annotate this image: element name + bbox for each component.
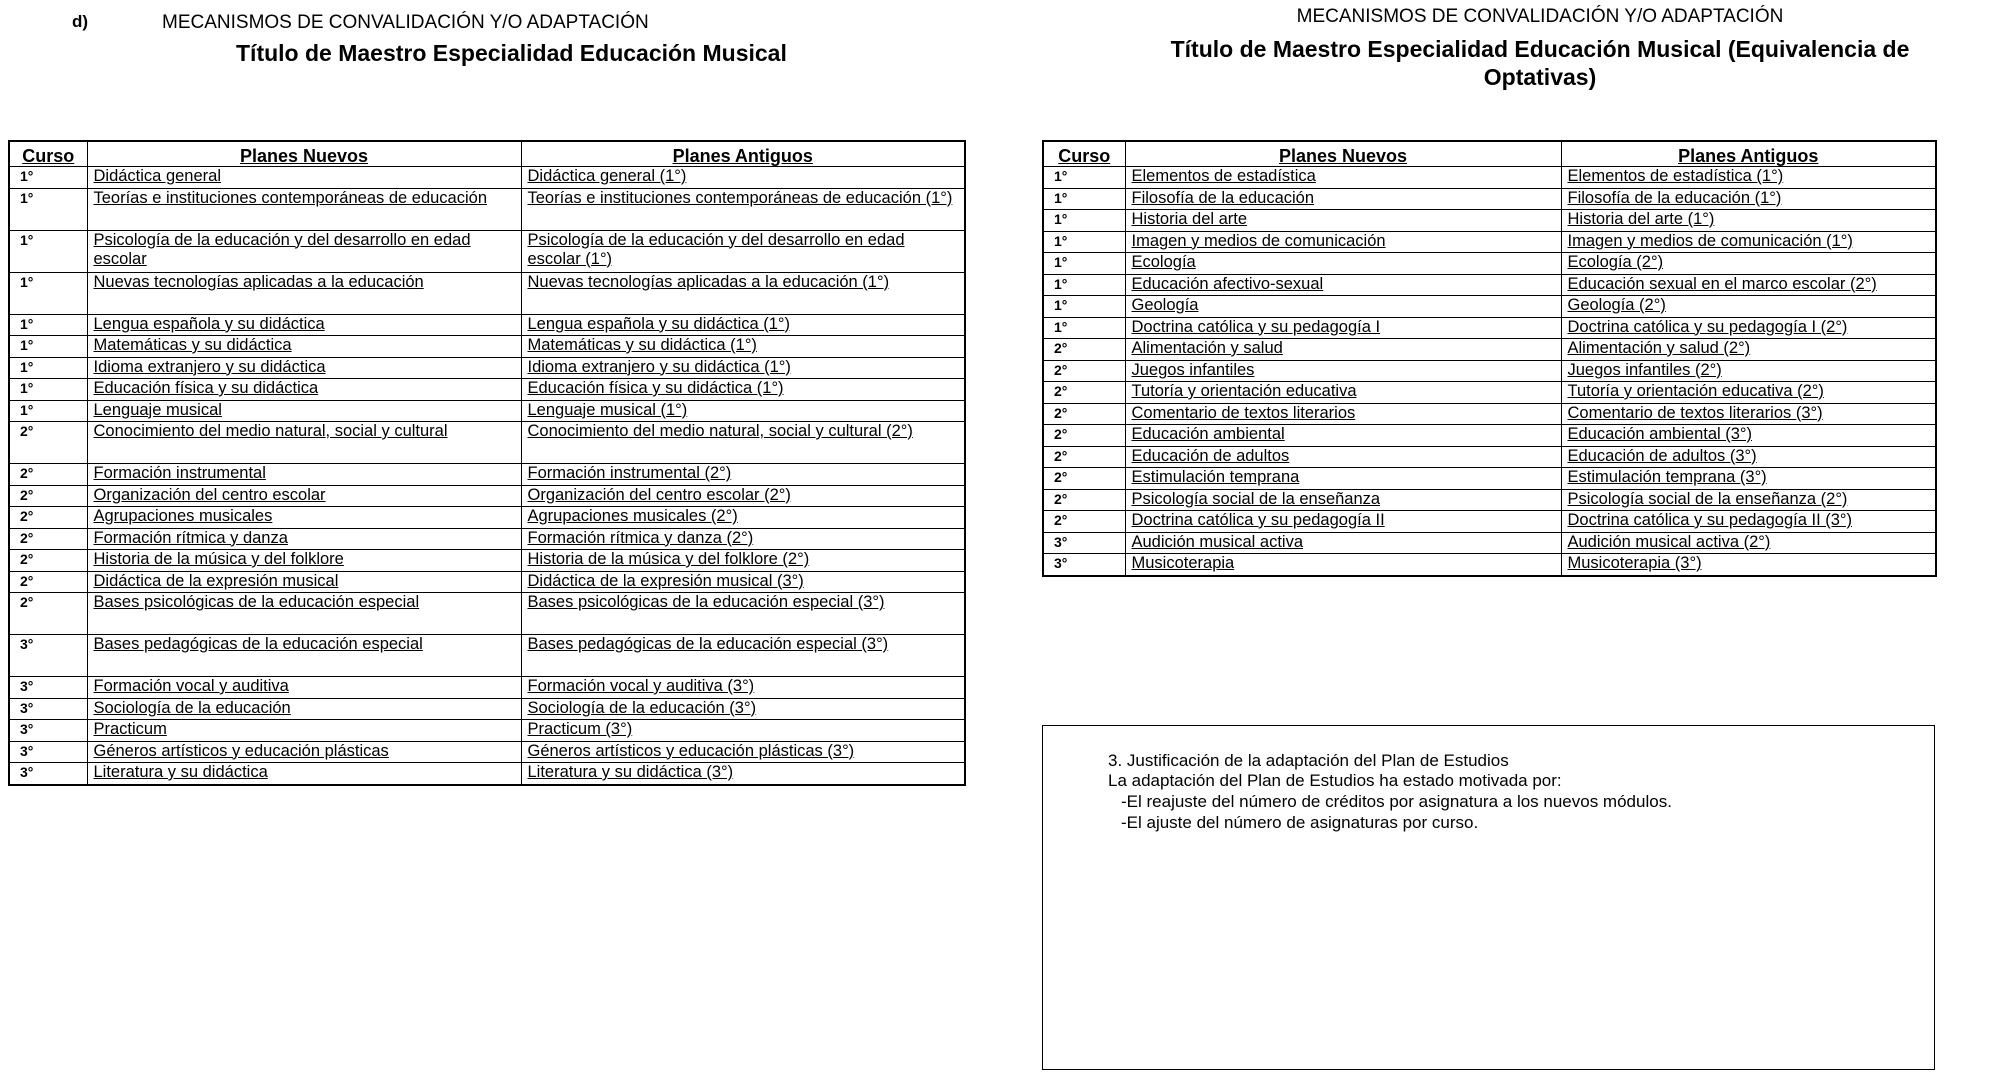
table-row xyxy=(9,528,965,550)
plan-antiguo-cell: Formación rítmica y danza (2°) xyxy=(521,528,965,550)
table-row xyxy=(9,464,965,486)
column-header-planes-nuevos: Planes Nuevos xyxy=(87,141,521,167)
curso-cell: 3° xyxy=(1043,532,1125,554)
plan-nuevo-cell: Didáctica de la expresión musical xyxy=(87,571,521,593)
table-row xyxy=(1043,339,1936,361)
justification-item: -El ajuste del número de asignaturas por curso. xyxy=(1121,813,1479,832)
left-convalidation-table xyxy=(8,140,966,786)
plan-nuevo-cell: Nuevas tecnologías aplicadas a la educación xyxy=(87,272,521,314)
plan-nuevo-cell: Historia del arte xyxy=(1125,210,1561,232)
curso-cell: 2° xyxy=(9,571,87,593)
plan-antiguo-cell: Nuevas tecnologías aplicadas a la educación (1°) xyxy=(521,272,965,314)
plan-antiguo-cell: Lengua española y su didáctica (1°) xyxy=(521,314,965,336)
curso-cell: 2° xyxy=(1043,511,1125,533)
plan-antiguo-cell: Psicología social de la enseñanza (2°) xyxy=(1561,489,1936,511)
plan-nuevo-cell: Geología xyxy=(1125,296,1561,318)
plan-nuevo-cell: Educación afectivo-sexual xyxy=(1125,274,1561,296)
plan-antiguo-cell: Educación sexual en el marco escolar (2°) xyxy=(1561,274,1936,296)
curso-cell: 3° xyxy=(9,763,87,785)
plan-antiguo-cell: Estimulación temprana (3°) xyxy=(1561,468,1936,490)
table-row xyxy=(9,422,965,464)
table-row xyxy=(1043,253,1936,275)
left-title: Título de Maestro Especialidad Educación Musical xyxy=(236,40,787,66)
plan-antiguo-cell: Géneros artísticos y educación plásticas (3°) xyxy=(521,741,965,763)
table-row xyxy=(1043,532,1936,554)
table-row xyxy=(1043,360,1936,382)
plan-nuevo-cell: Comentario de textos literarios xyxy=(1125,403,1561,425)
curso-cell: 1° xyxy=(1043,317,1125,339)
table-row xyxy=(9,593,965,635)
plan-antiguo-cell: Comentario de textos literarios (3°) xyxy=(1561,403,1936,425)
plan-nuevo-cell: Ecología xyxy=(1125,253,1561,275)
plan-antiguo-cell: Juegos infantiles (2°) xyxy=(1561,360,1936,382)
column-header-curso: Curso xyxy=(1043,141,1125,167)
curso-cell: 1° xyxy=(9,167,87,189)
plan-nuevo-cell: Teorías e instituciones contemporáneas de educación xyxy=(87,188,521,230)
curso-cell: 1° xyxy=(1043,210,1125,232)
plan-nuevo-cell: Filosofía de la educación xyxy=(1125,188,1561,210)
plan-nuevo-cell: Audición musical activa xyxy=(1125,532,1561,554)
plan-antiguo-cell: Filosofía de la educación (1°) xyxy=(1561,188,1936,210)
curso-cell: 1° xyxy=(9,272,87,314)
table-row xyxy=(1043,296,1936,318)
table-row xyxy=(1043,468,1936,490)
table-row xyxy=(9,635,965,677)
curso-cell: 1° xyxy=(1043,274,1125,296)
plan-nuevo-cell: Organización del centro escolar xyxy=(87,485,521,507)
curso-cell: 1° xyxy=(9,379,87,401)
curso-cell: 1° xyxy=(9,314,87,336)
table-row xyxy=(1043,554,1936,576)
section-letter: d) xyxy=(72,12,89,31)
curso-cell: 3° xyxy=(1043,554,1125,576)
table-row xyxy=(1043,210,1936,232)
right-mechanism-heading: MECANISMOS DE CONVALIDACIÓN Y/O ADAPTACIÓN xyxy=(1296,6,1784,27)
left-table-body xyxy=(9,167,965,785)
plan-nuevo-cell: Bases pedagógicas de la educación especial xyxy=(87,635,521,677)
column-header-curso: Curso xyxy=(9,141,87,167)
plan-antiguo-cell: Matemáticas y su didáctica (1°) xyxy=(521,336,965,358)
justification-item: -El reajuste del número de créditos por asignatura a los nuevos módulos. xyxy=(1121,792,1672,811)
plan-antiguo-cell: Psicología de la educación y del desarrollo en edad escolar (1°) xyxy=(521,230,965,272)
plan-antiguo-cell: Imagen y medios de comunicación (1°) xyxy=(1561,231,1936,253)
plan-antiguo-cell: Educación de adultos (3°) xyxy=(1561,446,1936,468)
table-row xyxy=(9,677,965,699)
plan-nuevo-cell: Matemáticas y su didáctica xyxy=(87,336,521,358)
plan-nuevo-cell: Formación vocal y auditiva xyxy=(87,677,521,699)
curso-cell: 1° xyxy=(9,400,87,422)
curso-cell: 1° xyxy=(9,230,87,272)
plan-antiguo-cell: Historia de la música y del folklore (2°) xyxy=(521,550,965,572)
curso-cell: 1° xyxy=(1043,296,1125,318)
curso-cell: 2° xyxy=(9,464,87,486)
table-row xyxy=(1043,403,1936,425)
plan-antiguo-cell: Historia del arte (1°) xyxy=(1561,210,1936,232)
plan-antiguo-cell: Didáctica general (1°) xyxy=(521,167,965,189)
plan-nuevo-cell: Bases psicológicas de la educación especial xyxy=(87,593,521,635)
curso-cell: 3° xyxy=(9,635,87,677)
table-row xyxy=(9,272,965,314)
table-row xyxy=(1043,188,1936,210)
plan-nuevo-cell: Doctrina católica y su pedagogía I xyxy=(1125,317,1561,339)
plan-antiguo-cell: Musicoterapia (3°) xyxy=(1561,554,1936,576)
plan-nuevo-cell: Alimentación y salud xyxy=(1125,339,1561,361)
table-row xyxy=(1043,425,1936,447)
plan-nuevo-cell: Estimulación temprana xyxy=(1125,468,1561,490)
plan-nuevo-cell: Juegos infantiles xyxy=(1125,360,1561,382)
plan-antiguo-cell: Tutoría y orientación educativa (2°) xyxy=(1561,382,1936,404)
curso-cell: 2° xyxy=(9,593,87,635)
column-header-planes-antiguos: Planes Antiguos xyxy=(1561,141,1936,167)
plan-antiguo-cell: Teorías e instituciones contemporáneas de educación (1°) xyxy=(521,188,965,230)
plan-antiguo-cell: Practicum (3°) xyxy=(521,720,965,742)
table-row xyxy=(9,336,965,358)
plan-nuevo-cell: Conocimiento del medio natural, social y cultural xyxy=(87,422,521,464)
plan-antiguo-cell: Lenguaje musical (1°) xyxy=(521,400,965,422)
table-row xyxy=(9,698,965,720)
plan-nuevo-cell: Psicología de la educación y del desarrollo en edad escolar xyxy=(87,230,521,272)
plan-nuevo-cell: Musicoterapia xyxy=(1125,554,1561,576)
table-row xyxy=(9,741,965,763)
plan-nuevo-cell: Sociología de la educación xyxy=(87,698,521,720)
curso-cell: 2° xyxy=(9,550,87,572)
plan-nuevo-cell: Literatura y su didáctica xyxy=(87,763,521,785)
plan-nuevo-cell: Agrupaciones musicales xyxy=(87,507,521,529)
column-header-planes-antiguos: Planes Antiguos xyxy=(521,141,965,167)
plan-nuevo-cell: Educación de adultos xyxy=(1125,446,1561,468)
plan-antiguo-cell: Elementos de estadística (1°) xyxy=(1561,167,1936,189)
plan-nuevo-cell: Didáctica general xyxy=(87,167,521,189)
curso-cell: 1° xyxy=(1043,253,1125,275)
plan-nuevo-cell: Educación física y su didáctica xyxy=(87,379,521,401)
table-row xyxy=(9,550,965,572)
curso-cell: 2° xyxy=(9,528,87,550)
plan-antiguo-cell: Alimentación y salud (2°) xyxy=(1561,339,1936,361)
plan-antiguo-cell: Formación instrumental (2°) xyxy=(521,464,965,486)
plan-nuevo-cell: Psicología social de la enseñanza xyxy=(1125,489,1561,511)
justification-heading: 3. Justificación de la adaptación del Plan de Estudios xyxy=(1108,751,1509,770)
justification-box xyxy=(1042,725,1935,1070)
plan-nuevo-cell: Tutoría y orientación educativa xyxy=(1125,382,1561,404)
plan-antiguo-cell: Didáctica de la expresión musical (3°) xyxy=(521,571,965,593)
plan-antiguo-cell: Educación ambiental (3°) xyxy=(1561,425,1936,447)
plan-nuevo-cell: Géneros artísticos y educación plásticas xyxy=(87,741,521,763)
plan-nuevo-cell: Historia de la música y del folklore xyxy=(87,550,521,572)
table-row xyxy=(9,400,965,422)
curso-cell: 3° xyxy=(9,720,87,742)
curso-cell: 2° xyxy=(9,507,87,529)
curso-cell: 2° xyxy=(1043,425,1125,447)
curso-cell: 3° xyxy=(9,741,87,763)
curso-cell: 1° xyxy=(1043,231,1125,253)
plan-antiguo-cell: Agrupaciones musicales (2°) xyxy=(521,507,965,529)
table-row xyxy=(1043,446,1936,468)
table-row xyxy=(1043,231,1936,253)
plan-antiguo-cell: Geología (2°) xyxy=(1561,296,1936,318)
table-row xyxy=(9,188,965,230)
table-row xyxy=(1043,489,1936,511)
plan-antiguo-cell: Ecología (2°) xyxy=(1561,253,1936,275)
plan-antiguo-cell: Doctrina católica y su pedagogía I (2°) xyxy=(1561,317,1936,339)
justification-intro: La adaptación del Plan de Estudios ha estado motivada por: xyxy=(1108,771,1562,790)
table-row xyxy=(9,357,965,379)
plan-nuevo-cell: Imagen y medios de comunicación xyxy=(1125,231,1561,253)
plan-antiguo-cell: Educación física y su didáctica (1°) xyxy=(521,379,965,401)
left-mechanism-heading: MECANISMOS DE CONVALIDACIÓN Y/O ADAPTACIÓN xyxy=(162,12,649,33)
table-row xyxy=(9,167,965,189)
table-row xyxy=(9,720,965,742)
table-row xyxy=(1043,274,1936,296)
plan-nuevo-cell: Educación ambiental xyxy=(1125,425,1561,447)
table-row xyxy=(1043,317,1936,339)
plan-antiguo-cell: Organización del centro escolar (2°) xyxy=(521,485,965,507)
curso-cell: 2° xyxy=(1043,360,1125,382)
table-row xyxy=(9,314,965,336)
plan-nuevo-cell: Lengua española y su didáctica xyxy=(87,314,521,336)
plan-antiguo-cell: Conocimiento del medio natural, social y cultural (2°) xyxy=(521,422,965,464)
curso-cell: 2° xyxy=(1043,446,1125,468)
table-row xyxy=(1043,167,1936,189)
table-row xyxy=(9,485,965,507)
curso-cell: 2° xyxy=(9,485,87,507)
curso-cell: 1° xyxy=(9,336,87,358)
right-optativas-table xyxy=(1042,140,1937,577)
curso-cell: 1° xyxy=(1043,167,1125,189)
table-row xyxy=(1043,511,1936,533)
plan-nuevo-cell: Formación rítmica y danza xyxy=(87,528,521,550)
curso-cell: 2° xyxy=(1043,489,1125,511)
curso-cell: 2° xyxy=(1043,382,1125,404)
column-header-planes-nuevos: Planes Nuevos xyxy=(1125,141,1561,167)
curso-cell: 2° xyxy=(1043,403,1125,425)
curso-cell: 2° xyxy=(1043,339,1125,361)
plan-antiguo-cell: Bases psicológicas de la educación especial (3°) xyxy=(521,593,965,635)
table-row xyxy=(9,507,965,529)
curso-cell: 3° xyxy=(9,677,87,699)
plan-antiguo-cell: Audición musical activa (2°) xyxy=(1561,532,1936,554)
plan-nuevo-cell: Practicum xyxy=(87,720,521,742)
curso-cell: 1° xyxy=(9,188,87,230)
table-row xyxy=(9,379,965,401)
plan-nuevo-cell: Idioma extranjero y su didáctica xyxy=(87,357,521,379)
plan-antiguo-cell: Idioma extranjero y su didáctica (1°) xyxy=(521,357,965,379)
curso-cell: 2° xyxy=(1043,468,1125,490)
plan-nuevo-cell: Lenguaje musical xyxy=(87,400,521,422)
plan-nuevo-cell: Elementos de estadística xyxy=(1125,167,1561,189)
plan-antiguo-cell: Doctrina católica y su pedagogía II (3°) xyxy=(1561,511,1936,533)
table-row xyxy=(1043,382,1936,404)
plan-antiguo-cell: Bases pedagógicas de la educación especial (3°) xyxy=(521,635,965,677)
plan-nuevo-cell: Doctrina católica y su pedagogía II xyxy=(1125,511,1561,533)
plan-antiguo-cell: Literatura y su didáctica (3°) xyxy=(521,763,965,785)
plan-antiguo-cell: Sociología de la educación (3°) xyxy=(521,698,965,720)
right-title: Título de Maestro Especialidad Educación Musical (Equivalencia de Optativas) xyxy=(1170,36,1910,90)
curso-cell: 1° xyxy=(9,357,87,379)
curso-cell: 1° xyxy=(1043,188,1125,210)
table-row xyxy=(9,571,965,593)
right-table-body xyxy=(1043,167,1936,576)
table-row xyxy=(9,230,965,272)
table-row xyxy=(9,763,965,785)
curso-cell: 3° xyxy=(9,698,87,720)
plan-antiguo-cell: Formación vocal y auditiva (3°) xyxy=(521,677,965,699)
plan-nuevo-cell: Formación instrumental xyxy=(87,464,521,486)
curso-cell: 2° xyxy=(9,422,87,464)
